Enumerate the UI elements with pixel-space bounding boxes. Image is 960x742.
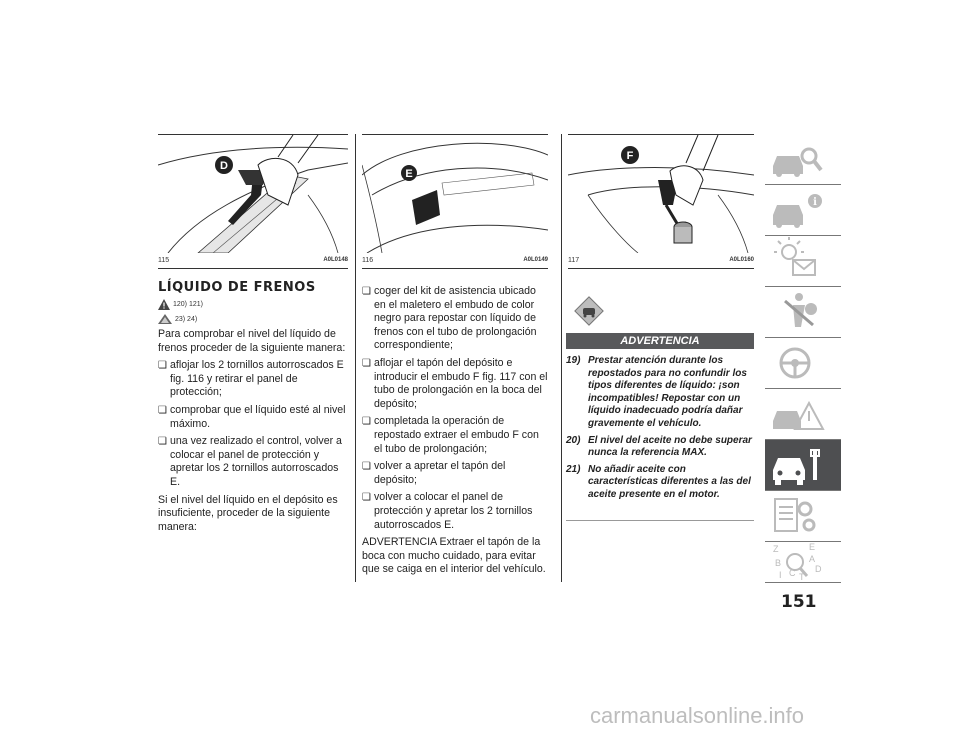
tab-car-info[interactable] — [765, 185, 841, 236]
warning-item-number: 20) — [566, 434, 581, 446]
advertencia-note: ADVERTENCIA Extraer el tapón de la boca con mucho cuidado, para evitar que se caiga en el interior del vehículo. — [362, 536, 546, 576]
figure-code: A0L0149 — [523, 257, 548, 263]
warning-bottom-rule — [566, 520, 754, 521]
warning-item-text: No añadir aceite con características diferentes a las del aceite presente en el motor. — [588, 463, 751, 500]
index-letter: C — [789, 568, 796, 578]
column-2 — [362, 285, 550, 581]
index-letter: D — [815, 564, 822, 574]
index-letter: I — [779, 570, 782, 580]
safety-icon — [765, 287, 841, 337]
figure-caption-115 — [158, 257, 348, 264]
warning-item-number: 21) — [566, 463, 581, 475]
warning-sign-icon — [574, 296, 604, 331]
list-item: ❏ aflojar el tapón del depósito e introducir el embudo F fig. 117 con el tubo de prolongación en la boca del depósito; — [362, 357, 550, 411]
index-letter: T — [799, 572, 805, 582]
tab-technical-data[interactable] — [765, 491, 841, 542]
intro-paragraph: Para comprobar el nivel del líquido de frenos proceder de la siguiente manera: — [158, 328, 346, 354]
emergency-icon — [765, 389, 841, 439]
tab-car-maintenance[interactable] — [765, 440, 841, 491]
figure-number: 116 — [362, 257, 374, 264]
warning-box — [566, 333, 754, 506]
figure-bottom-rule — [362, 268, 548, 269]
car-search-icon — [765, 134, 841, 184]
figure-115 — [158, 135, 348, 253]
warning-item — [566, 435, 754, 460]
tab-steering-wheel[interactable] — [765, 338, 841, 389]
index-letter: B — [775, 558, 782, 568]
figure-number: 117 — [568, 257, 580, 264]
warning-item-number: 19) — [566, 355, 581, 366]
index-letter: E — [809, 542, 816, 552]
figure-117 — [568, 135, 754, 253]
list-item: ❏ completada la operación de repostado extraer el embudo F con el tubo de prolongación; — [362, 415, 550, 456]
warning-triangle-icon — [158, 299, 170, 310]
tab-emergency[interactable] — [765, 389, 841, 440]
tab-safety[interactable] — [765, 287, 841, 338]
index-letter: A — [809, 554, 816, 564]
list-item: ❏ comprobar que el líquido esté al nivel máximo. — [158, 404, 350, 431]
svg-text:i: i — [813, 197, 817, 208]
figure-code: A0L0148 — [323, 257, 348, 263]
list-item: ❏ una vez realizado el control, volver a colocar el panel de protección y apretar los 2 tornillos autorroscados E. — [158, 435, 350, 489]
section-title: LÍQUIDO DE FRENOS — [158, 280, 316, 295]
column-1 — [158, 280, 350, 538]
figure-bottom-rule — [158, 268, 348, 269]
reference-numbers: 120) 121) — [173, 301, 203, 308]
column-divider — [561, 134, 562, 582]
car-info-icon — [765, 185, 841, 235]
list-item: ❏ aflojar los 2 tornillos autorroscados E fig. 116 y retirar el panel de protección; — [158, 359, 350, 400]
page-number: 151 — [781, 592, 817, 612]
warning-heading: ADVERTENCIA — [566, 333, 754, 349]
figure-caption-116 — [362, 257, 548, 264]
warning-item — [566, 464, 754, 502]
technical-data-icon — [765, 491, 841, 541]
car-maintenance-icon — [765, 440, 841, 490]
body-paragraph: Si el nivel del líquido en el depósito es insuficiente, proceder de la siguiente manera: — [158, 493, 338, 533]
warning-item — [566, 355, 754, 431]
figure-116 — [362, 135, 548, 253]
warning-reference — [158, 299, 350, 310]
tab-car-search[interactable] — [765, 134, 841, 185]
warning-item-text: El nivel del aceite no debe superar nunca la referencia MAX. — [588, 434, 752, 459]
warning-item-text: Prestar atención durante los repostados para no confundir los tipos diferentes de líquido: ¡son incompatibles! Repostar con un líquido inadecuado podría dañar gravemente el vehículo. — [588, 355, 747, 429]
tab-warning-lights[interactable] — [765, 236, 841, 287]
figure-bottom-rule — [568, 268, 754, 269]
steps-list — [158, 359, 350, 489]
footer-watermark[interactable]: carmanualsonline.info — [590, 703, 805, 728]
figure-code: A0L0160 — [729, 257, 754, 263]
figure-label-f: F — [626, 150, 634, 162]
index-letter: Z — [773, 544, 779, 554]
figure-label-d: D — [220, 160, 228, 172]
tab-index[interactable] — [765, 542, 841, 583]
list-item: ❏ volver a colocar el panel de protección y apretar los 2 tornillos autorroscados E. — [362, 491, 550, 532]
index-icon — [765, 542, 841, 582]
figure-number: 115 — [158, 257, 170, 264]
reference-numbers: 23) 24) — [175, 315, 198, 323]
caution-reference — [158, 314, 350, 324]
warning-lights-icon — [765, 236, 841, 286]
warning-body — [566, 349, 754, 502]
list-item: ❏ volver a apretar el tapón del depósito; — [362, 460, 550, 487]
caution-icon — [158, 314, 172, 324]
figure-label-e: E — [405, 168, 413, 180]
steering-wheel-icon — [765, 338, 841, 388]
column-divider — [355, 134, 356, 582]
list-item: ❏ coger del kit de asistencia ubicado en el maletero el embudo de color negro para repostar con líquido de frenos con el tubo de prolongación correspondiente; — [362, 285, 550, 353]
steps-list — [362, 285, 550, 532]
figure-caption-117 — [568, 257, 754, 264]
